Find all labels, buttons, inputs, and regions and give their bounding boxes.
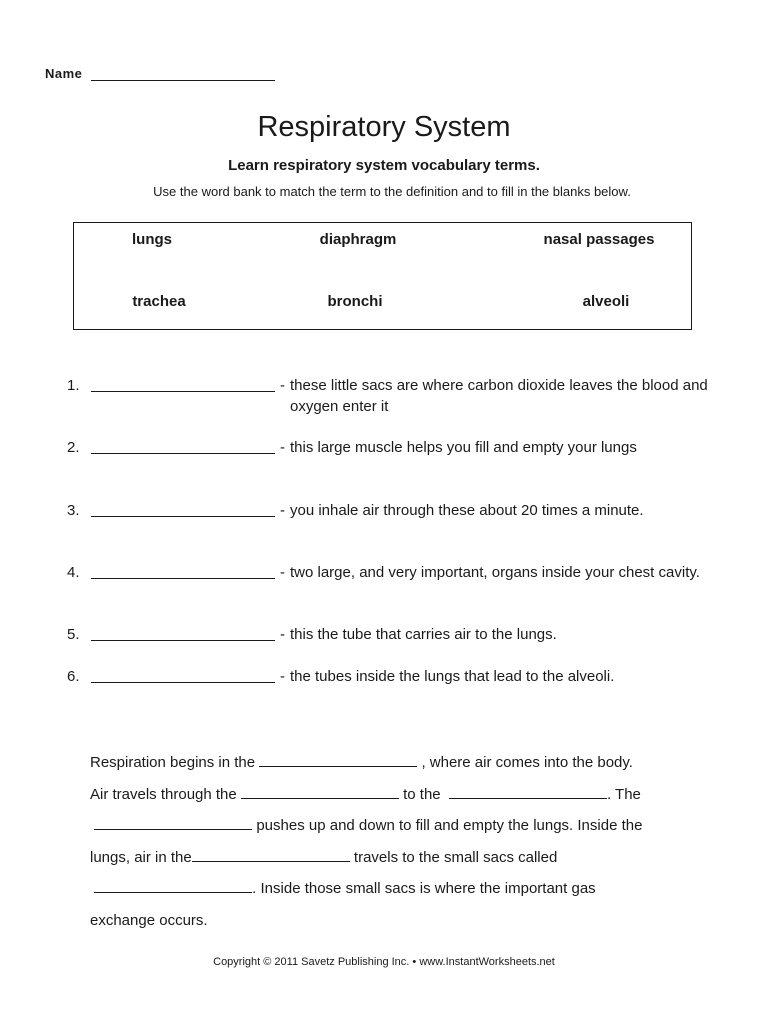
paragraph-text: , where air comes into the body. bbox=[421, 754, 633, 771]
paragraph-text: Air travels through the bbox=[90, 785, 237, 803]
item-number: 2. bbox=[67, 439, 80, 456]
paragraph-line bbox=[90, 779, 730, 811]
item-definition: - two large, and very important, organs inside your chest cavity. bbox=[280, 564, 700, 581]
page-subtitle: Learn respiratory system vocabulary terms. bbox=[228, 157, 540, 174]
answer-blank[interactable] bbox=[91, 624, 275, 641]
item-definition: - these little sacs are where carbon dioxide leaves the blood and oxygen enter it bbox=[280, 377, 708, 415]
item-number: 4. bbox=[67, 564, 80, 581]
word-bank-term: trachea bbox=[132, 293, 186, 310]
paragraph-blank[interactable] bbox=[192, 847, 350, 862]
answer-blank[interactable] bbox=[91, 666, 275, 683]
page-title: Respiratory System bbox=[257, 111, 511, 143]
paragraph-text: exchange occurs. bbox=[90, 911, 208, 929]
paragraph-blank[interactable] bbox=[94, 878, 252, 893]
instructions: Use the word bank to match the term to the definition and to fill in the blanks below. bbox=[153, 184, 631, 199]
word-bank bbox=[73, 222, 692, 330]
item-definition: - the tubes inside the lungs that lead to the alveoli. bbox=[280, 668, 615, 685]
name-blank[interactable] bbox=[91, 66, 275, 81]
paragraph-line bbox=[90, 747, 730, 779]
item-definition: - this large muscle helps you fill and empty your lungs bbox=[280, 439, 637, 456]
answer-blank[interactable] bbox=[91, 500, 275, 517]
answer-blank[interactable] bbox=[91, 375, 275, 392]
item-number: 6. bbox=[67, 668, 80, 685]
paragraph-text: . The bbox=[606, 785, 641, 803]
word-bank-term: diaphragm bbox=[319, 231, 397, 248]
item-definition: - this the tube that carries air to the lungs. bbox=[280, 626, 557, 643]
paragraph-line bbox=[90, 810, 730, 842]
word-bank-term: alveoli bbox=[582, 293, 630, 310]
item-number: 5. bbox=[67, 626, 80, 643]
word-bank-term: lungs bbox=[132, 231, 172, 248]
paragraph-text: Respiration begins in the bbox=[90, 754, 256, 771]
copyright-footer: Copyright © 2011 Savetz Publishing Inc. • www.InstantWorksheets.net bbox=[213, 956, 555, 968]
item-number: 3. bbox=[67, 502, 80, 519]
answer-blank[interactable] bbox=[91, 437, 275, 454]
paragraph-line bbox=[90, 842, 730, 874]
item-definition: - you inhale air through these about 20 times a minute. bbox=[280, 502, 644, 519]
paragraph-text: travels to the small sacs called bbox=[353, 848, 558, 866]
paragraph-line bbox=[90, 905, 730, 937]
answer-blank[interactable] bbox=[91, 562, 275, 579]
item-number: 1. bbox=[67, 377, 80, 394]
paragraph-text: lungs, air in the bbox=[90, 848, 192, 866]
paragraph-text: to the bbox=[403, 785, 441, 803]
paragraph-blank[interactable] bbox=[449, 784, 607, 799]
word-bank-term: nasal passages bbox=[543, 231, 655, 248]
paragraph-blank[interactable] bbox=[241, 784, 399, 799]
paragraph-text: pushes up and down to fill and empty the lungs. Inside the bbox=[256, 817, 643, 834]
name-label: Name bbox=[45, 66, 83, 81]
paragraph-blank[interactable] bbox=[94, 815, 252, 830]
paragraph-blank[interactable] bbox=[259, 752, 417, 767]
paragraph-text: . Inside those small sacs is where the important gas bbox=[252, 880, 596, 897]
word-bank-term: bronchi bbox=[327, 293, 383, 310]
paragraph-line bbox=[90, 873, 730, 905]
fill-in-paragraph bbox=[90, 747, 730, 936]
name-field bbox=[45, 66, 275, 81]
